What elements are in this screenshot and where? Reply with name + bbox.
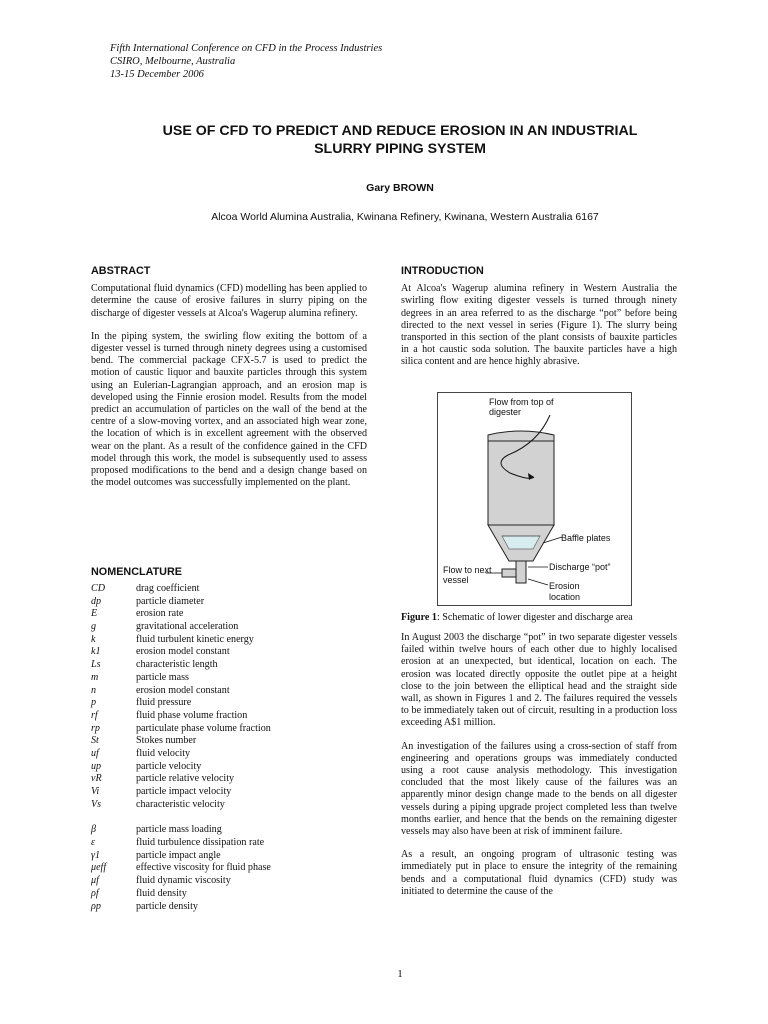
nomenclature-definition: fluid turbulent kinetic energy [136,633,254,645]
baffle-plates [502,536,540,549]
digester-top-cap [488,431,554,441]
body-paragraph: An investigation of the failures using a cross-section of staff from engineering and operations groups was immediately conducted using a root cause analysis methodology. This investigation concluded that the most likely cause of the failures was an apparently minor design change made to the bends on all digester vessels during a piping upgrade project completed less than twelve months earlier, and hence that the bends on the remaining digester vessels may also have been at risk of imminent failure. [401,740,677,838]
nomenclature-row [91,596,371,609]
nomenclature-definition: erosion rate [136,608,184,620]
nomenclature-section [91,566,371,913]
nomenclature-definition: Stokes number [136,735,197,747]
nomenclature-symbol: vR [91,773,102,785]
digester-schematic [438,393,631,605]
label-flow-top: digester [489,407,522,417]
nomenclature-definition: drag coefficient [136,583,200,594]
nomenclature-symbol: p [91,697,97,709]
page-number: 1 [397,968,403,980]
nomenclature-symbol: St [91,735,99,747]
nomenclature-row [91,850,371,863]
nomenclature-row [91,773,371,786]
nomenclature-row [91,735,371,748]
digester-vessel-body [488,441,554,525]
nomenclature-definition: fluid phase volume fraction [136,709,248,721]
nomenclature-definition: particulate phase volume fraction [136,722,271,734]
nomenclature-row [91,608,371,621]
nomenclature-definition: particle velocity [136,760,202,772]
figure-1 [437,392,632,606]
nomenclature-symbol: Ls [91,659,101,671]
nomenclature-definition: erosion model constant [136,684,230,696]
nomenclature-symbol: g [91,621,97,633]
nomenclature-definition: fluid pressure [136,697,192,709]
nomenclature-row [91,659,371,672]
introduction-heading: INTRODUCTION [401,265,484,277]
nomenclature-row [91,799,371,812]
conference-line: Fifth International Conference on CFD in the Process Industries [110,43,383,54]
introduction-paragraph: At Alcoa's Wagerup alumina refinery in Western Australia the swirling flow exiting digester vessels is turned through ninety degrees in an area referred to as the discharge “pot” before being directed to the next vessel in series (Figure 1). The slurry being transported in this section of the plant consists of bauxite particles in a hot caustic soda solution. The bauxite particles have a high silica content and are hence highly abrasive. [401,283,677,368]
nomenclature-symbol: ρp [91,900,101,912]
conference-line: CSIRO, Melbourne, Australia [110,56,236,67]
label-flow-next: Flow to next [443,565,492,575]
body-paragraph: In August 2003 the discharge “pot” in two separate digester vessels failed within twelve hours of each other due to highly localised erosion at an unexpected, but identical, location on each. The erosion was located directly opposite the outlet pipe at a height close to the join between the elliptical head and the straight side wall, as shown in Figures 1 and 2. The failures required the vessels to be immediately taken out of circuit, resulting in a production loss exceeding A$1 million. [401,632,677,729]
conference-header [110,42,382,81]
nomenclature-row [91,888,371,901]
nomenclature-definition: particle mass loading [136,824,222,836]
nomenclature-symbol: μeff [91,862,107,874]
nomenclature-symbol: n [91,684,97,696]
nomenclature-symbol: μf [91,875,99,887]
nomenclature-definition: fluid density [136,887,187,899]
nomenclature-row [91,837,371,850]
nomenclature-symbol: k [91,633,96,645]
nomenclature-row [91,672,371,685]
author-affiliation: Alcoa World Alumina Australia, Kwinana Refinery, Kwinana, Western Australia 6167 [211,211,599,223]
nomenclature-row [91,862,371,875]
nomenclature-row [91,621,371,634]
abstract-paragraph: Computational fluid dynamics (CFD) modelling has been applied to determine the cause of erosive failures in slurry piping on the discharge of digester vessels at Alcoa's Wagerup alumina refinery. [91,283,367,319]
nomenclature-row [91,901,371,914]
abstract-section [91,265,367,500]
nomenclature-row [91,583,371,596]
nomenclature-symbol: CD [91,583,106,594]
nomenclature-row [91,697,371,710]
nomenclature-definition: particle mass [136,671,189,683]
nomenclature-definition: fluid turbulence dissipation rate [136,837,265,849]
nomenclature-definition: effective viscosity for fluid phase [136,862,271,874]
nomenclature-definition: particle impact velocity [136,786,232,797]
nomenclature-latin-list [91,583,371,811]
nomenclature-definition: particle diameter [136,595,205,607]
title-line: USE OF CFD TO PREDICT AND REDUCE EROSION IN AN INDUSTRIAL [162,123,638,139]
nomenclature-symbol: Vs [91,798,102,810]
nomenclature-definition: particle relative velocity [136,773,235,785]
nomenclature-row [91,634,371,647]
label-flow-top: Flow from top of [489,397,554,407]
label-discharge-pot: Discharge “pot” [549,562,611,572]
nomenclature-symbol: m [91,671,99,683]
abstract-paragraph: In the piping system, the swirling flow exiting the bottom of a digester vessel is turned through ninety degrees using a customised bend. The commercial package CFX-5.7 is used to predict the motion of caustic liquor and bauxite particles through this system using an Eulerian-Lagrangian approach, and an erosion map is developed using the Finnie erosion model. Results from the model predict an accumulation of particles on the wall of the bend at the centre of a slow-moving vortex, and an associated high wear zone, the location of which is in excellent agreement with the observed wear on the plant. As a result of the confidence gained in the CFD model through this work, the model is subsequently used to assess proposed modifications to the bend and a design change based on the model outcomes was successfully implemented on the plant. [91,330,367,489]
nomenclature-symbol: dp [91,595,102,607]
nomenclature-definition: characteristic velocity [136,798,225,810]
introduction-section [401,265,677,380]
nomenclature-definition: particle density [136,900,198,912]
nomenclature-row [91,875,371,888]
figure-caption [401,612,633,623]
nomenclature-symbol: γ1 [91,849,101,861]
paper-title [80,122,720,158]
nomenclature-symbol: uf [91,747,99,759]
nomenclature-symbol: rf [91,709,98,721]
nomenclature-definition: fluid dynamic viscosity [136,875,231,887]
nomenclature-definition: gravitational acceleration [136,621,239,633]
nomenclature-definition: particle impact angle [136,849,221,861]
nomenclature-symbol: rp [91,722,100,734]
nomenclature-row [91,723,371,736]
body-text [401,632,677,909]
title-line: SLURRY PIPING SYSTEM [314,141,486,157]
author-name: Gary BROWN [366,182,434,194]
nomenclature-symbol: up [91,760,102,772]
nomenclature-row [91,761,371,774]
figure-caption-label: Figure 1 [401,612,437,623]
nomenclature-row [91,824,371,837]
label-baffle: Baffle plates [561,533,611,543]
nomenclature-symbol: ρf [91,887,99,899]
label-erosion: location [549,592,581,602]
body-paragraph: As a result, an ongoing program of ultrasonic testing was immediately put in place to ensure the integrity of the remaining bends and a computational fluid dynamics (CFD) study was initiated to determine the cause of the [401,849,677,897]
nomenclature-symbol: β [91,824,97,836]
nomenclature-symbol: k1 [91,646,101,658]
conference-line: 13-15 December 2006 [110,69,204,80]
nomenclature-definition: erosion model constant [136,646,230,658]
nomenclature-symbol: E [91,608,98,620]
nomenclature-row [91,748,371,761]
nomenclature-definition: characteristic length [136,659,218,671]
nomenclature-symbol: ε [91,837,95,849]
nomenclature-heading: NOMENCLATURE [91,566,182,578]
nomenclature-row [91,646,371,659]
nomenclature-greek-list [91,824,371,913]
figure-caption-text: : Schematic of lower digester and discharge area [436,612,633,623]
nomenclature-row [91,685,371,698]
abstract-heading: ABSTRACT [91,265,151,277]
nomenclature-definition: fluid velocity [136,747,191,759]
outlet-pipe [502,569,516,577]
nomenclature-row [91,710,371,723]
discharge-pot [516,561,526,583]
label-flow-next: vessel [443,575,469,585]
nomenclature-symbol: Vi [91,786,100,797]
nomenclature-row [91,786,371,799]
label-erosion: Erosion [549,581,580,591]
